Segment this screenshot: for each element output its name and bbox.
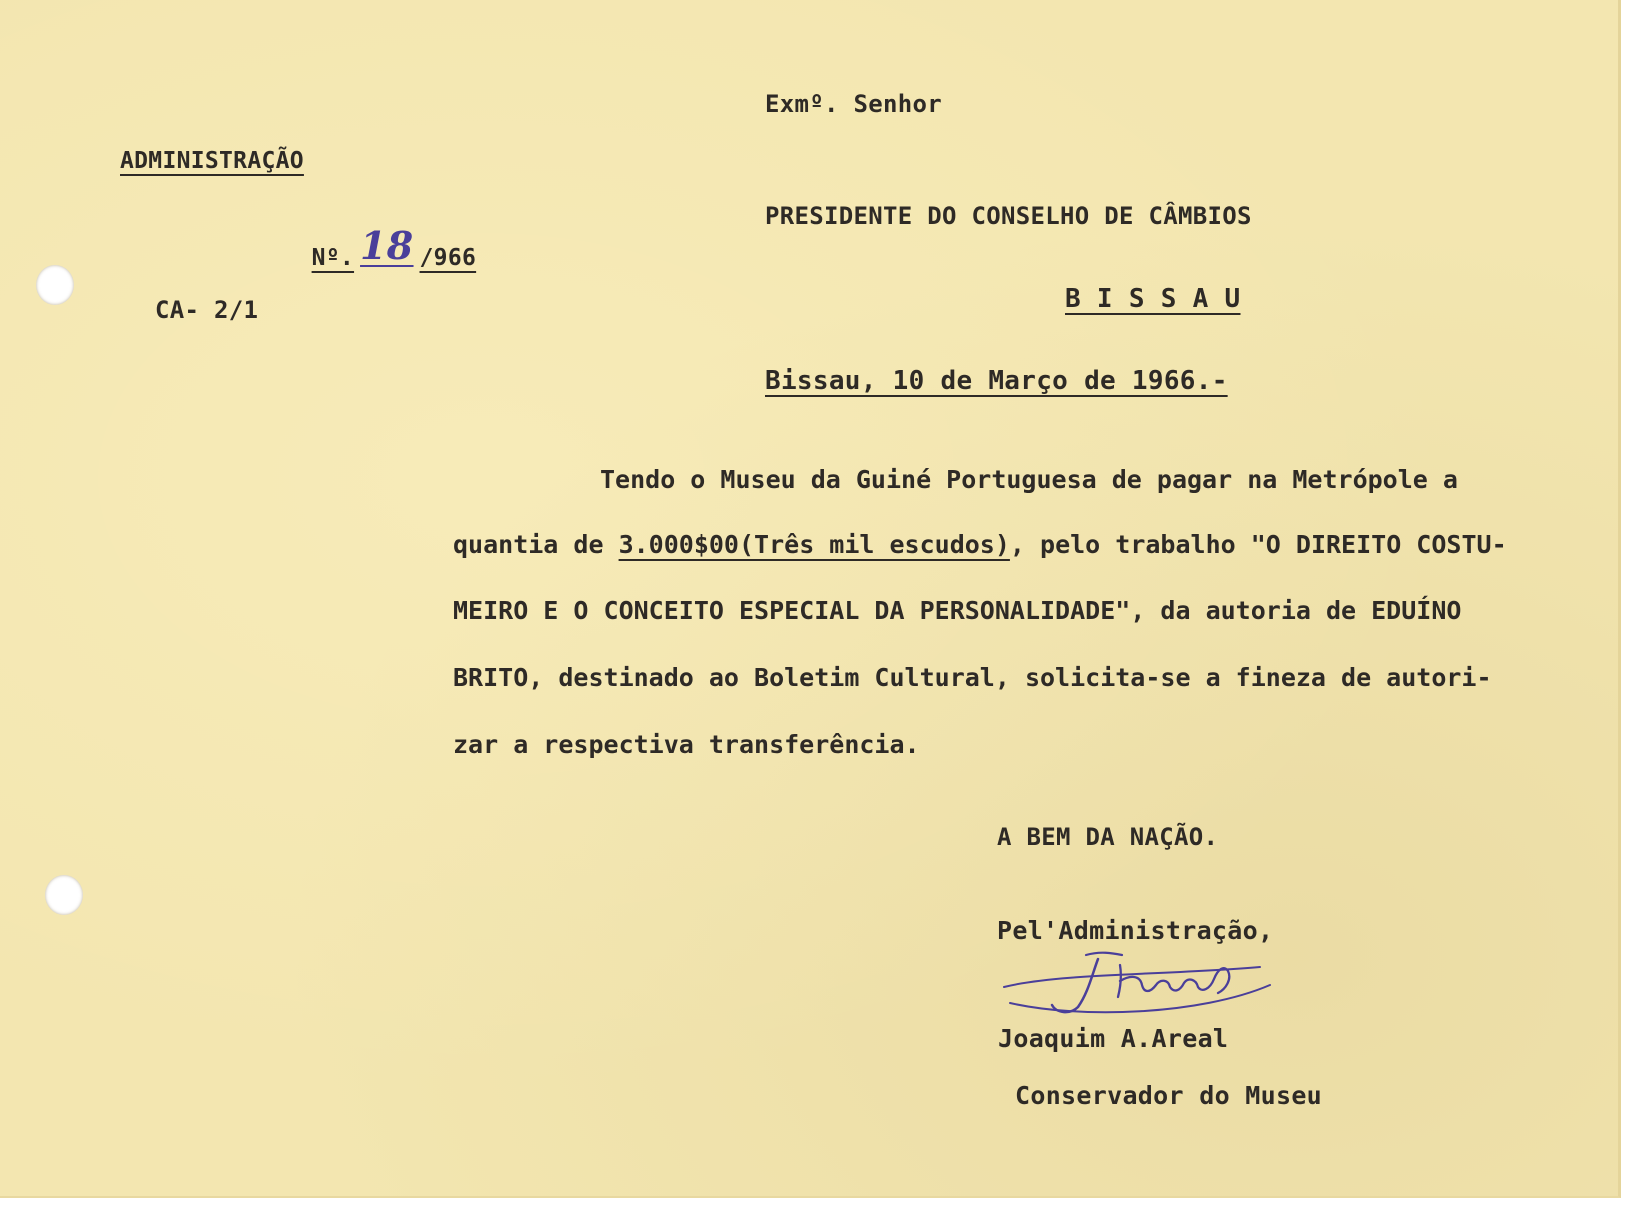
amount: 3.000$00(Três mil escudos) <box>618 530 1010 559</box>
closing-on-behalf: Pel'Administração, <box>997 916 1274 945</box>
punch-hole-top <box>36 265 74 305</box>
reference-code: CA- 2/1 <box>155 296 259 324</box>
signatory-title: Conservador do Museu <box>1015 1081 1323 1110</box>
document-number <box>255 210 476 294</box>
recipient-title: PRESIDENTE DO CONSELHO DE CÂMBIOS <box>765 202 1252 230</box>
number-handwritten: 18 <box>360 223 414 268</box>
closing-motto: A BEM DA NAÇÃO. <box>997 823 1219 851</box>
body-line-2-start: quantia de <box>453 530 619 559</box>
date-line: Bissau, 10 de Março de 1966.- <box>765 366 1228 396</box>
signature <box>1000 945 1290 1025</box>
recipient-city: B I S S A U <box>1065 284 1241 314</box>
body-line-2 <box>453 530 1603 559</box>
body-line-2-end: , pelo trabalho "O DIREITO COSTU- <box>1009 530 1507 559</box>
punch-hole-bottom <box>45 875 83 915</box>
number-prefix: Nº. <box>311 245 355 271</box>
body-line-5: zar a respectiva transferência. <box>453 730 920 759</box>
salutation: Exmº. Senhor <box>765 90 942 118</box>
administration-label: ADMINISTRAÇÃO <box>120 148 304 174</box>
body-line-1: Tendo o Museu da Guiné Portuguesa de pagar na Metrópole a <box>600 465 1458 494</box>
number-year: /966 <box>419 245 477 271</box>
body-line-3: MEIRO E O CONCEITO ESPECIAL DA PERSONALIDADE", da autoria de EDUÍNO <box>453 596 1462 625</box>
body-line-4: BRITO, destinado ao Boletim Cultural, solicita-se a fineza de autori- <box>453 663 1492 692</box>
signatory-name: Joaquim A.Areal <box>998 1024 1229 1053</box>
